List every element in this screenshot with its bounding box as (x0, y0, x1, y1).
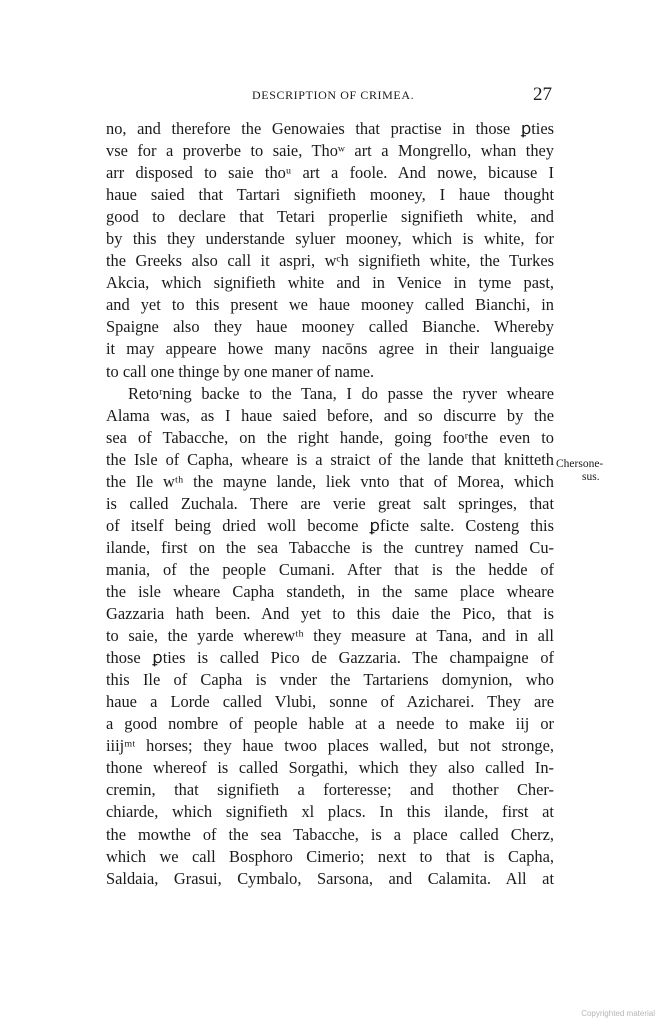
text-line: by this they understande syluer mooney, which is white, for (106, 229, 554, 249)
text-line: mania, of the people Cumani. After that is the hedde of (106, 559, 554, 579)
text-line: is called Zuchala. There are verie great salt springes, that (106, 493, 554, 513)
text-line: thone whereof is called Sorgathi, which they also called In- (106, 758, 554, 778)
text-line: ilande, first on the sea Tabacche is the cuntrey named Cu- (106, 537, 554, 557)
text-line: chiarde, which signifieth xl placs. In this ilande, first at (106, 802, 554, 822)
text-line: haue a Lorde called Vlubi, sonne of Azicharei. They are (106, 692, 554, 712)
text-line: the Ile wᵗʰ the mayne lande, liek vnto that of Morea, which (106, 471, 554, 491)
text-line: to saie, the yarde wherewᵗʰ they measure at Tana, and in all (106, 626, 554, 646)
text-line: the Greeks also call it aspri, wᶜh signifieth white, the Turkes (106, 251, 554, 271)
text-line: cremin, that signifieth a forteresse; and thother Cher- (106, 780, 554, 800)
text-line: and yet to this present we haue mooney called Bianchi, in (106, 295, 554, 315)
text-line: it may appeare howe many nacōns agree in their languaige (106, 339, 554, 359)
text-line: no, and therefore the Genowaies that practise in those ꝑties (106, 119, 554, 138)
text-line: vse for a proverbe to saie, Thoʷ art a Mongrello, whan they (106, 141, 554, 161)
text-line: arr disposed to saie thoᵘ art a foole. And nowe, bicause I (106, 163, 554, 183)
text-line: the Isle of Capha, wheare is a straict of the lande that knitteth (106, 449, 554, 469)
text-line: sea of Tabacche, on the right hande, going fooʳthe even to (106, 427, 554, 447)
text-line: Spaigne also they haue mooney called Bianche. Whereby (106, 317, 554, 337)
text-line: Saldaia, Grasui, Cymbalo, Sarsona, and Calamita. All at (106, 868, 554, 888)
margin-note-line: sus. (582, 471, 600, 483)
text-line: a good nombre of people hable at a neede to make iij or (106, 714, 554, 734)
running-title: DESCRIPTION OF CRIMEA. (252, 88, 415, 102)
text-line: the mowthe of the sea Tabacche, is a place called Cherz, (106, 824, 554, 844)
text-line: which we call Bosphoro Cimerio; next to that is Capha, (106, 846, 554, 866)
text-line: iiijᵐᵗ horses; they haue twoo places walled, but not stronge, (106, 736, 554, 756)
text-line: of itself being dried woll become ꝑficte salte. Costeng this (106, 515, 554, 535)
watermark: Copyrighted material (581, 1009, 655, 1018)
text-line: the isle wheare Capha standeth, in the same place wheare (106, 581, 554, 601)
text-line: to call one thinge by one maner of name. (106, 361, 375, 381)
text-line: this Ile of Capha is vnder the Tartariens domynion, who (106, 670, 554, 690)
text-line: haue saied that Tartari signifieth mooney, I haue thought (106, 185, 554, 205)
text-line: good to declare that Tetari properlie signifieth white, and (106, 207, 554, 227)
text-line: Retoʳning backe to the Tana, I do passe the ryver wheare (128, 383, 554, 403)
text-line: Alama was, as I haue saied before, and so discurre by the (106, 405, 554, 425)
body-text (106, 118, 554, 890)
text-line: those ꝑties is called Pico de Gazzaria. The champaigne of (106, 648, 554, 668)
page-header (0, 86, 663, 106)
text-line: Akcia, which signifieth white and in Venice in tyme past, (106, 273, 554, 293)
margin-note-line: Chersone- (556, 458, 604, 470)
page-number: 27 (533, 84, 552, 105)
text-line: Gazzaria hath been. And yet to this daie the Pico, that is (106, 604, 554, 624)
margin-note (556, 458, 603, 484)
